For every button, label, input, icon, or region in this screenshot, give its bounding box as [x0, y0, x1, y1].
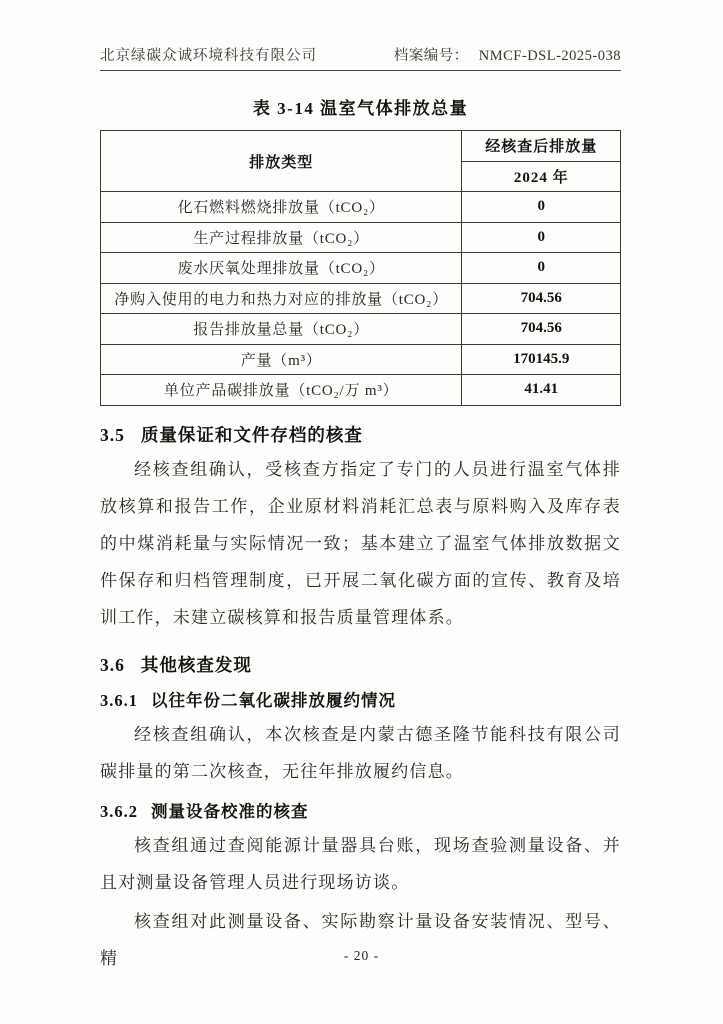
row-value: 170145.9 [462, 344, 621, 375]
table-row [101, 253, 621, 284]
row-value: 0 [462, 253, 621, 284]
table-row [101, 222, 621, 253]
row-label: 化石燃料燃烧排放量（tCO₂） [101, 192, 462, 223]
header-cell-emission-type: 排放类型 [101, 131, 462, 192]
section-title: 质量保证和文件存档的核查 [140, 424, 363, 445]
section-title: 其他核查发现 [140, 654, 252, 675]
header-file-number-group [394, 44, 621, 65]
paragraph: 经核查组确认，本次核查是内蒙古德圣隆节能科技有限公司碳排量的第二次核查，无往年排放履约信息。 [100, 724, 621, 781]
table-row [101, 344, 621, 375]
row-label: 生产过程排放量（tCO₂） [101, 222, 462, 253]
row-value: 41.41 [462, 375, 621, 406]
table-row [101, 375, 621, 406]
section-title: 以往年份二氧化碳排放履约情况 [151, 690, 396, 710]
row-label: 报告排放量总量（tCO₂） [101, 314, 462, 345]
paragraph: 核查组通过查阅能源计量器具台账，现场查验测量设备、并且对测量设备管理人员进行现场访谈。 [100, 835, 621, 892]
table-header-row [101, 131, 621, 162]
section-heading-3-6 [100, 651, 621, 679]
section-number: 3.6.1 [100, 690, 138, 710]
section-number: 3.6 [100, 654, 125, 675]
page-number: - 20 - [343, 948, 380, 963]
section-heading-3-6-1 [100, 688, 621, 714]
table-row [101, 192, 621, 223]
header-company: 北京绿碳众诚环境科技有限公司 [100, 48, 317, 64]
row-label: 净购入使用的电力和热力对应的排放量（tCO₂） [101, 283, 462, 314]
emissions-table [100, 130, 621, 406]
section-heading-3-5 [100, 421, 621, 449]
section-heading-3-6-2 [100, 799, 621, 825]
section-title: 测量设备校准的核查 [151, 801, 309, 821]
file-number-label: 档案编号： [393, 48, 469, 64]
running-header [100, 44, 621, 71]
row-label: 废水厌氧处理排放量（tCO₂） [101, 253, 462, 284]
section-number: 3.6.2 [100, 801, 138, 821]
header-cell-verified-emissions: 经核查后排放量 [462, 131, 621, 162]
section-number: 3.5 [100, 424, 125, 445]
table-row [101, 314, 621, 345]
table-row [101, 283, 621, 314]
paragraph: 核查组对此测量设备、实际勘察计量设备安装情况、型号、精 [100, 911, 621, 968]
row-value: 0 [462, 192, 621, 223]
row-value: 704.56 [462, 283, 621, 314]
row-value: 704.56 [462, 314, 621, 345]
paragraph: 经核查组确认，受核查方指定了专门的人员进行温室气体排放核算和报告工作，企业原材料消耗汇总表与原料购入及库存表的中煤消耗量与实际情况一致；基本建立了温室气体排放数据文件保存和归档管理制度，已开展二氧化碳方面的宣传、教育及培训工作，未建立碳核算和报告质量管理体系。 [100, 459, 621, 627]
header-cell-year: 2024 年 [462, 161, 621, 192]
file-number: NMCF-DSL-2025-038 [478, 48, 621, 64]
table-title: 表 3-14 温室气体排放总量 [252, 99, 469, 118]
row-label: 单位产品碳排放量（tCO₂/万 m³） [101, 375, 462, 406]
row-value: 0 [462, 222, 621, 253]
row-label: 产量（m³） [101, 344, 462, 375]
